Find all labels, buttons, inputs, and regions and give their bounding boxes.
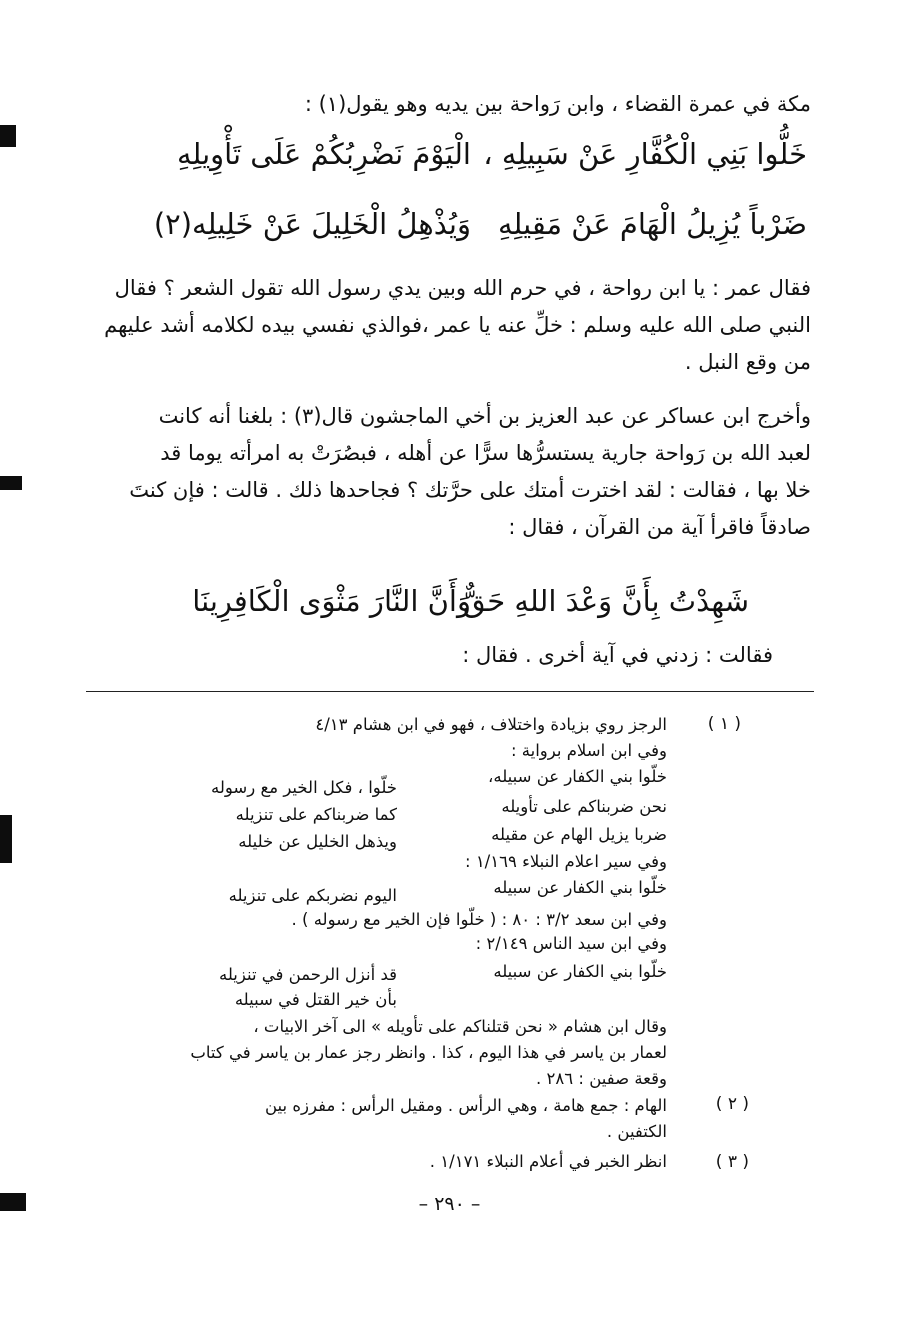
verse-1-right-hemistich: خَلُّوا بَنِي الْكُفَّارِ عَنْ سَبِيلِهِ ، [483, 137, 807, 171]
footnote-line: الرجز روي بزيادة واختلاف ، فهو في ابن هشام ٤/١٣ [315, 715, 667, 734]
footnote-line: وفي سير اعلام النبلاء ١/١٦٩ : [465, 852, 667, 871]
verse-1-left-hemistich: الْيَوْمَ نَضْرِبُكُمْ عَلَى تَأْوِيلِهِ [176, 137, 471, 171]
footnote-number: ( ٢ ) [715, 1094, 749, 1114]
footnote-number: ( ٣ ) [715, 1152, 749, 1172]
paragraph-line: فقالت : زدني في آية أخرى . فقال : [462, 643, 773, 667]
footnote-divider [86, 691, 814, 692]
footnote-line: وفي ابن سعد ٣/٢ : ٨٠ : ( خلّوا فإن الخير مع رسوله ) . [291, 910, 667, 929]
paragraph-line: فقال عمر : يا ابن رواحة ، في حرم الله وبين يدي رسول الله تقول الشعر ؟ فقال [114, 276, 811, 300]
paragraph-line: وأخرج ابن عساكر عن عبد العزيز بن أخي الماجشون قال(٣) : بلغنا أنه كانت [158, 404, 811, 428]
scan-edge-mark [0, 815, 12, 863]
footnote-line: انظر الخبر في أعلام النبلاء ١/١٧١ . [429, 1152, 667, 1171]
footnote-verse-right: ضربا يزيل الهام عن مقيله [491, 825, 667, 844]
footnote-verse-left: ويذهل الخليل عن خليله [238, 832, 397, 851]
footnote-line: الهام : جمع هامة ، وهي الرأس . ومقيل الرأس : مفرزه بين [265, 1096, 667, 1115]
verse-2-right-hemistich: ضَرْباً يُزِيلُ الْهَامَ عَنْ مَقِيلِهِ [497, 207, 807, 241]
footnote-line: وفي ابن سيد الناس ٢/١٤٩ : [475, 934, 667, 953]
footnote-verse-left: كما ضربناكم على تنزيله [235, 805, 397, 824]
paragraph-line: لعبد الله بن رَواحة جارية يستسرُّها سرًّا عن أهله ، فبصُرَتْ به امرأته يوما قد [160, 441, 811, 465]
footnote-verse-left: خلّوا ، فكل الخير مع رسوله [211, 778, 397, 797]
paragraph-line: من وقع النبل . [684, 350, 811, 374]
verse-2-left-hemistich: وَيُذْهِلُ الْخَلِيلَ عَنْ خَلِيلِه(٢) [153, 207, 471, 241]
paragraph-line: صادقاً فاقرأ آية من القرآن ، فقال : [508, 515, 811, 539]
footnote-verse-right: خلّوا بني الكفار عن سبيله [493, 878, 667, 897]
footnote-verse-right: نحن ضربناكم على تأويله [501, 797, 667, 816]
footnote-verse-right: خلّوا بني الكفار عن سبيله، [488, 767, 667, 786]
scan-edge-mark [0, 125, 16, 147]
footnote-line: وقال ابن هشام « نحن قتلناكم على تأويله » الى آخر الابيات ، [253, 1017, 667, 1036]
footnote-line: لعمار بن ياسر في هذا اليوم ، كذا . وانظر رجز عمار بن ياسر في كتاب [190, 1043, 667, 1062]
footnote-line: وفي ابن اسلام برواية : [510, 741, 667, 760]
footnote-line: وقعة صفين : ٢٨٦ . [536, 1069, 667, 1088]
footnote-number: ( ١ ) [707, 714, 741, 734]
scan-edge-mark [0, 476, 22, 490]
verse-3-right-hemistich: شَهِدْتُ بِأَنَّ وَعْدَ اللهِ حَقٌّ [463, 584, 749, 618]
paragraph-line: خلا بها ، فقالت : لقد اخترت أمتك على حرَّتك ؟ فجاحدها ذلك . قالت : فإن كنتَ [129, 478, 811, 502]
footnote-verse-left: اليوم نضربكم على تنزيله [228, 886, 397, 905]
intro-line: مكة في عمرة القضاء ، وابن رَواحة بين يديه وهو يقول(١) : [304, 92, 811, 116]
footnote-verse-right: خلّوا بني الكفار عن سبيله [493, 962, 667, 981]
paragraph-line: النبي صلى الله عليه وسلم : خلِّ عنه يا عمر ،فوالذي نفسي بيده لكلامه أشد عليهم [104, 313, 811, 337]
footnote-verse-line: بأن خير القتل في سبيله [234, 990, 397, 1009]
footnote-verse-left: قد أنزل الرحمن في تنزيله [218, 965, 397, 984]
verse-3-left-hemistich: وَأَنَّ النَّارَ مَثْوَى الْكَافِرِينَا [192, 584, 471, 618]
page-number: – ٢٩٠ – [418, 1193, 481, 1215]
footnote-line: الكتفين . [606, 1122, 667, 1141]
